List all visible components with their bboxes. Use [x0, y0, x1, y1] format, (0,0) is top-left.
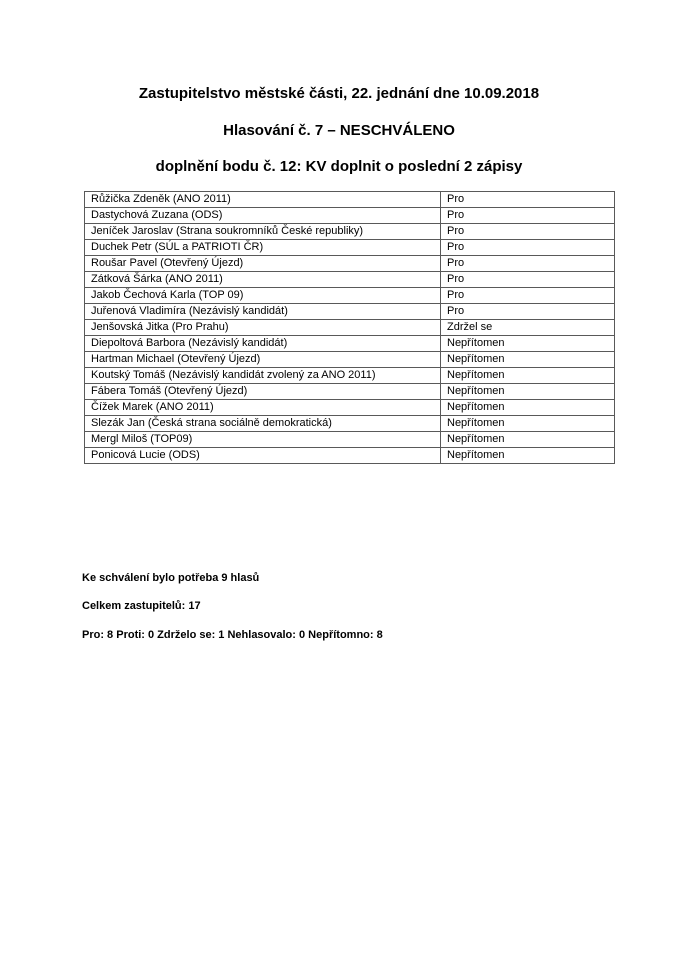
vote-table — [84, 191, 615, 464]
vote-number-result-title: Hlasování č. 7 – NESCHVÁLENO — [223, 122, 455, 139]
table-row — [85, 192, 615, 208]
required-votes-text: Ke schválení bylo potřeba 9 hlasů — [82, 572, 260, 584]
member-name-cell: Jenšovská Jitka (Pro Prahu) — [85, 320, 441, 336]
member-name-cell: Slezák Jan (Česká strana sociálně demokratická) — [85, 416, 441, 432]
meeting-title: Zastupitelstvo městské části, 22. jednání dne 10.09.2018 — [138, 85, 540, 102]
table-row — [85, 432, 615, 448]
vote-value-cell: Pro — [441, 208, 615, 224]
table-row — [85, 272, 615, 288]
member-name-cell: Čížek Marek (ANO 2011) — [85, 400, 441, 416]
vote-value-cell: Pro — [441, 192, 615, 208]
vote-results-text: Pro: 8 Proti: 0 Zdrželo se: 1 Nehlasovalo: 0 Nepřítomno: 8 — [82, 629, 383, 641]
member-name-cell: Jeníček Jaroslav (Strana soukromníků České republiky) — [85, 224, 441, 240]
member-name-cell: Juřenová Vladimíra (Nezávislý kandidát) — [85, 304, 441, 320]
vote-value-cell: Pro — [441, 224, 615, 240]
member-name-cell: Koutský Tomáš (Nezávislý kandidát zvolený za ANO 2011) — [85, 368, 441, 384]
agenda-item-title: doplnění bodu č. 12: KV doplnit o poslední 2 zápisy — [155, 158, 523, 175]
vote-value-cell: Pro — [441, 304, 615, 320]
vote-table-body — [85, 192, 615, 464]
table-row — [85, 448, 615, 464]
vote-value-cell: Nepřítomen — [441, 336, 615, 352]
member-name-cell: Mergl Miloš (TOP09) — [85, 432, 441, 448]
vote-value-cell: Pro — [441, 272, 615, 288]
member-name-cell: Jakob Čechová Karla (TOP 09) — [85, 288, 441, 304]
table-row — [85, 288, 615, 304]
vote-value-cell: Nepřítomen — [441, 400, 615, 416]
table-row — [85, 224, 615, 240]
total-members-text: Celkem zastupitelů: 17 — [82, 600, 201, 612]
vote-value-cell: Zdržel se — [441, 320, 615, 336]
table-row — [85, 240, 615, 256]
table-row — [85, 208, 615, 224]
vote-value-cell: Pro — [441, 288, 615, 304]
vote-value-cell: Nepřítomen — [441, 368, 615, 384]
vote-value-cell: Pro — [441, 240, 615, 256]
table-row — [85, 336, 615, 352]
member-name-cell: Zátková Šárka (ANO 2011) — [85, 272, 441, 288]
table-row — [85, 256, 615, 272]
table-row — [85, 368, 615, 384]
member-name-cell: Hartman Michael (Otevřený Újezd) — [85, 352, 441, 368]
vote-value-cell: Nepřítomen — [441, 384, 615, 400]
table-row — [85, 400, 615, 416]
member-name-cell: Růžička Zdeněk (ANO 2011) — [85, 192, 441, 208]
member-name-cell: Roušar Pavel (Otevřený Újezd) — [85, 256, 441, 272]
vote-value-cell: Nepřítomen — [441, 448, 615, 464]
member-name-cell: Duchek Petr (SÚL a PATRIOTI ČR) — [85, 240, 441, 256]
vote-value-cell: Nepřítomen — [441, 352, 615, 368]
table-row — [85, 352, 615, 368]
vote-value-cell: Pro — [441, 256, 615, 272]
table-row — [85, 384, 615, 400]
member-name-cell: Ponicová Lucie (ODS) — [85, 448, 441, 464]
table-row — [85, 320, 615, 336]
member-name-cell: Dastychová Zuzana (ODS) — [85, 208, 441, 224]
vote-value-cell: Nepřítomen — [441, 416, 615, 432]
member-name-cell: Fábera Tomáš (Otevřený Újezd) — [85, 384, 441, 400]
member-name-cell: Diepoltová Barbora (Nezávislý kandidát) — [85, 336, 441, 352]
vote-value-cell: Nepřítomen — [441, 432, 615, 448]
table-row — [85, 416, 615, 432]
table-row — [85, 304, 615, 320]
